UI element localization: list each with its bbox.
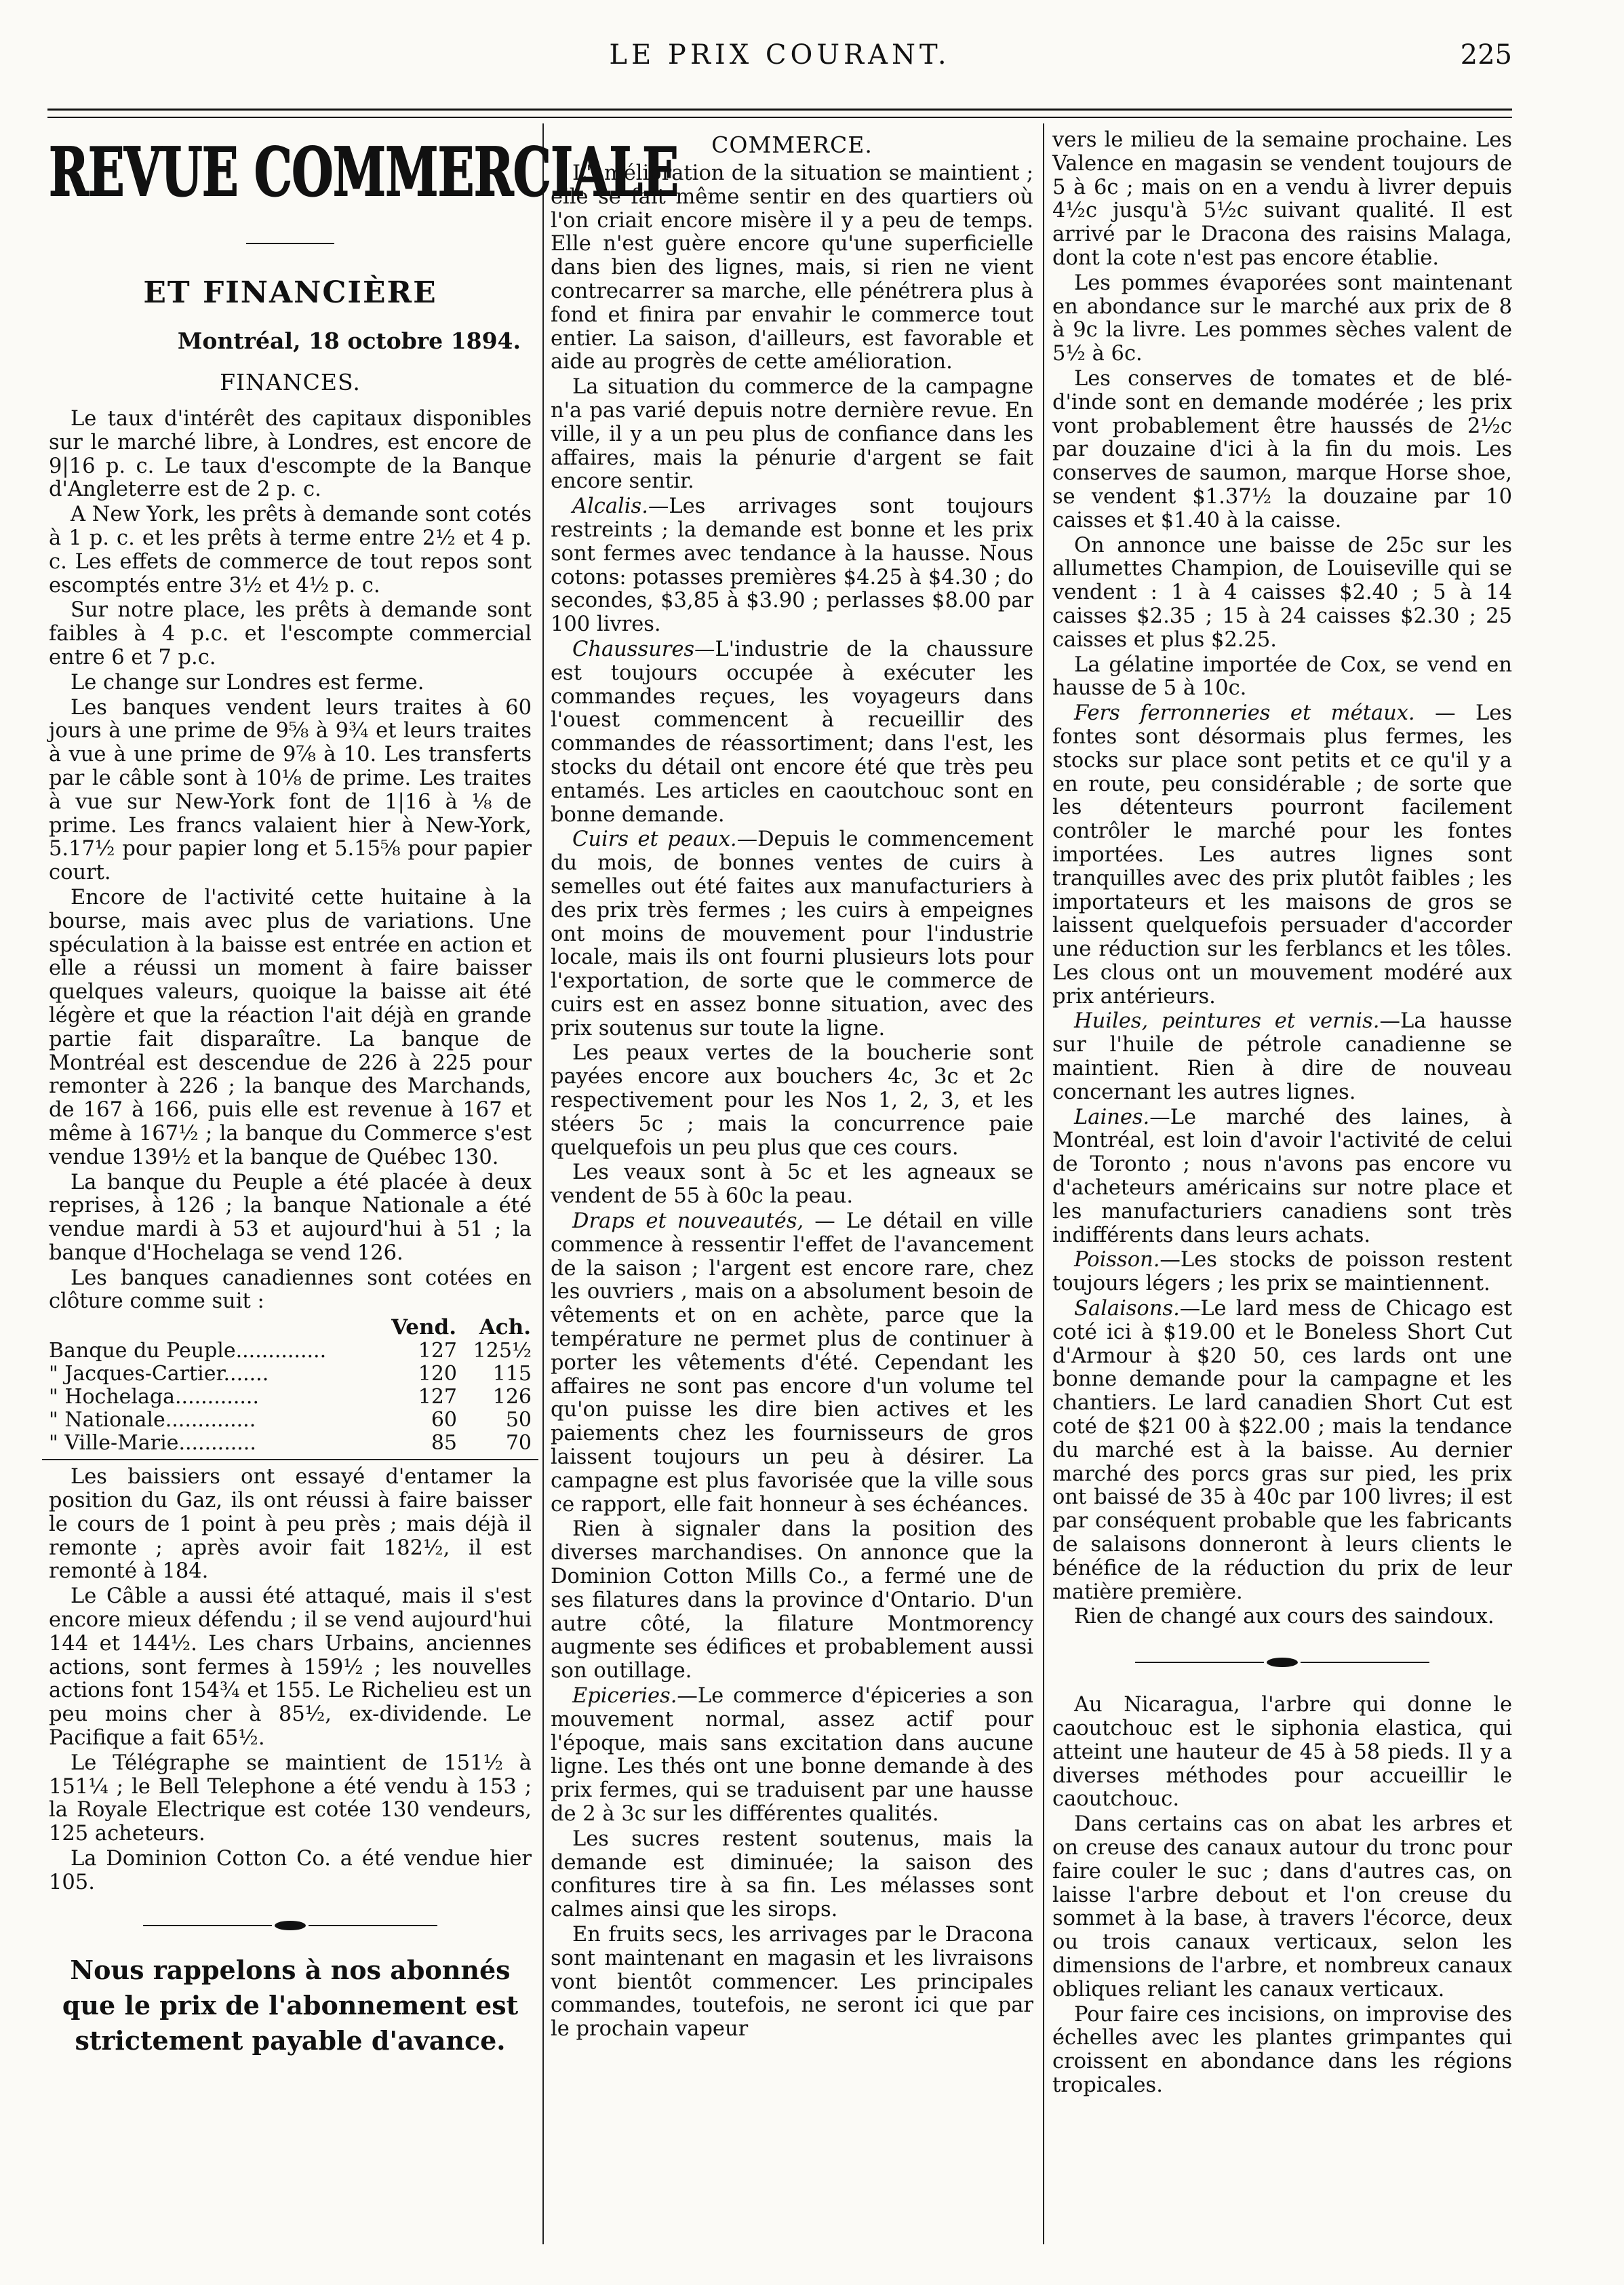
paragraph	[1052, 129, 1512, 271]
paragraph	[551, 1042, 1033, 1160]
paragraph: Sur notre place, les prêts à demande sont faibles à 4 p.c. et l'escompte commercial entre 6 et 7 p.c.	[49, 598, 532, 669]
paragraph: Pour faire ces incisions, on improvise des échelles avec les plantes grimpantes qui croissent en abondance dans les régions tropicales.	[1052, 2002, 1512, 2097]
col-vend-header: Vend.	[391, 1315, 456, 1340]
paragraph-text: —Le commerce d'épiceries a son mouvement normal, assez actif pour l'époque, mais sans excitation dans aucune ligne. Les thés ont une bonne demande à des prix fermes, qui se traduisent par une hausse de 2 à 3c sur les différentes qualités.	[551, 1684, 1033, 1826]
paragraph-text: —Le marché des laines, à Montréal, est loin d'avoir l'activité de celui de Toronto ; nous n'avons pas encore vu d'acheteurs américains sur notre place et les manufacturiers canadiens sont très indifférents dans leurs achats.	[1052, 1105, 1512, 1247]
paragraph: Au Nicaragua, l'arbre qui donne le caoutchouc est le siphonia elastica, qui atteint une hauteur de 45 à 58 pieds. Il y a diverses méthodes pour accueillir le caoutchouc.	[1052, 1693, 1512, 1812]
paragraph	[1052, 1010, 1512, 1104]
paragraph-text: — Le détail en ville commence à ressentir l'effet de l'avancement de la saison ; l'argent est encore rare, chez les ouvriers , mais on a absolument besoin de vêtements et on en achète, parce que la température ne permet plus de continuer à porter les vêtements d'été. Cependant les affaires ne sont pas encore d'un volume tel qu'on puisse les dire bien actives et les paiements chez les fournisseurs de gros laissent toujours un peu à désirer. La campagne est plus favorisée que la ville sous ce rapport, elle fait honneur à ses échéances.	[551, 1209, 1033, 1517]
section-heading-finances: FINANCES.	[220, 369, 361, 395]
section-heading-commerce: COMMERCE.	[711, 132, 873, 158]
paragraph	[551, 1161, 1033, 1209]
paragraph-text: Rien de changé aux cours des saindoux.	[1074, 1605, 1494, 1629]
paragraph-text: —Le lard mess de Chicago est coté ici à $19.00 et le Boneless Short Cut d'Armour à $20 50, ces lards ont une bonne demande pour la campagne et les chantiers. Le lard canadien Short Cut est coté de $21 00 à $22.00 ; mais la tendance du marché est à la baisse. Au dernier marché des porcs gras sur pied, les prix ont baissé de 35 à 40c par 100 livres; il est par conséquent probable que les fabricants de salaisons donneront à leurs clients le bénéfice de la réduction du prix de leur matière première.	[1052, 1297, 1512, 1604]
table-row	[49, 1409, 532, 1432]
paragraph: Encore de l'activité cette huitaine à la bourse, mais avec plus de variations. Une spéculation à la baisse est entrée en action et elle a réussi un moment à faire baisser quelques valeurs, quoique la baisse ait été légère et que la réaction l'ait déjà en grande partie fait disparaître. La banque de Montréal est descendue de 226 à 225 pour remonter à 226 ; la banque des Marchands, de 167 à 166, puis elle est revenue à 167 et même à 167½ ; la banque du Commerce s'est vendue 139½ et la banque de Québec 130.	[49, 885, 532, 1169]
paragraph	[1052, 534, 1512, 652]
header-rule	[47, 109, 1512, 111]
dateline: Montréal, 18 octobre 1894.	[177, 328, 521, 354]
column-divider	[542, 123, 544, 2244]
subscription-notice: Nous rappelons à nos abonnés que le prix de l'abonnement est strictement payable d'avance.	[62, 1954, 519, 2056]
table-header-row	[49, 1315, 532, 1340]
paragraph-text: En fruits secs, les arrivages par le Dracona sont maintenant en magasin et les livraisons vont bientôt commencer. Les principales commandes, toutefois, ne seront ici que par le prochain vapeur	[551, 1922, 1033, 2042]
paragraph	[551, 1518, 1033, 1683]
paragraph-text: On annonce une baisse de 25c sur les allumettes Champion, de Louiseville qui se vendent : 1 à 4 caisses $2.40 ; 5 à 14 caisses $2.35 ; 15 à 24 caisses $2.30 ; 25 caisses et plus $2.25.	[1052, 533, 1512, 652]
paragraph	[1052, 272, 1512, 366]
paragraph: Le change sur Londres est ferme.	[71, 670, 424, 695]
masthead-rule	[246, 243, 334, 244]
ach-value: 126	[492, 1385, 532, 1409]
paragraph: Les banques canadiennes sont cotées en clôture comme suit :	[49, 1266, 532, 1314]
paragraph	[551, 495, 1033, 637]
paragraph-lead: Alcalis.	[572, 494, 648, 519]
bank-name: " Hochelaga.............	[49, 1385, 259, 1409]
paragraph: Le Câble a aussi été attaqué, mais il s'est encore mieux défendu ; il se vend aujourd'hui 144 et 144½. Les chars Urbains, anciennes actions, sont fermes à 159½ ; les nouvelles actions font 154¾ et 155. Le Richelieu est un peu moins cher à 85½, ex-dividende. Le Pacifique a fait 65½.	[49, 1584, 532, 1751]
paragraph-lead: Draps et nouveautés,	[572, 1209, 804, 1234]
paragraph-text: La situation du commerce de la campagne n'a pas varié depuis notre dernière revue. En ville, il y a un peu plus de confiance dans les affaires, mais la pénurie d'argent se fait encore sentir.	[551, 375, 1033, 494]
paragraph-text: —L'industrie de la chaussure est toujours occupée à exécuter les commandes reçues, les voyageurs dans l'ouest commencent à recueillir des commandes de réassortiment; dans l'est, les stocks du détail ont encore été que très peu entamés. Les articles en caoutchouc sont en bonne demande.	[551, 637, 1033, 827]
paragraph-text: Rien à signaler dans la position des diverses marchandises. On annonce que la Dominion Cotton Mills Co., a fermé une de ses filatures dans la province d'Ontario. D'un autre côté, la filature Montmorency augmente ses édifices et probablement aussi son outillage.	[551, 1517, 1033, 1683]
ach-value: 115	[492, 1362, 532, 1386]
masthead-subtitle: ET FINANCIÈRE	[143, 275, 437, 310]
bank-quotes-table	[49, 1315, 532, 1455]
vend-value: 127	[418, 1385, 457, 1409]
page-number: 225	[1460, 39, 1512, 71]
paragraph: Dans certains cas on abat les arbres et on creuse des canaux autour du tronc pour faire couler le suc ; dans d'autres cas, on laisse l'arbre debout et l'on creuse du sommet à la base, à travers l'écorce, deux ou trois canaux verticaux, selon les dimensions de l'arbre, et nombreux canaux obliques reliant les canaux verticaux.	[1052, 1812, 1512, 2001]
paragraph-text: Les pommes évaporées sont maintenant en abondance sur le marché aux prix de 8 à 9c la livre. Les pommes sèches valent de 5½ à 6c.	[1052, 271, 1512, 366]
commerce-body-continued	[1052, 129, 1512, 1629]
commerce-body	[551, 162, 1033, 2042]
paragraph	[551, 638, 1033, 827]
bank-name: " Nationale..............	[49, 1408, 256, 1432]
paragraph-lead: Chaussures	[572, 637, 695, 661]
paragraph-lead: Epiceries.	[572, 1684, 677, 1708]
ornament-divider	[1052, 1649, 1512, 1673]
paragraph-text: La gélatine importée de Cox, se vend en hausse de 5 à 10c.	[1052, 652, 1512, 701]
paragraph	[551, 376, 1033, 494]
paragraph-lead: Laines.	[1074, 1105, 1150, 1129]
paragraph	[551, 828, 1033, 1040]
bank-name: " Jacques-Cartier.......	[49, 1362, 269, 1386]
vend-value: 60	[431, 1408, 457, 1432]
header-rule-thin	[47, 117, 1512, 118]
paragraph: La Dominion Cotton Co. a été vendue hier 105.	[49, 1847, 532, 1894]
paragraph-lead: Huiles, peintures et vernis.	[1074, 1009, 1380, 1034]
paragraph	[1052, 1106, 1512, 1248]
paragraph-lead: Salaisons.	[1074, 1297, 1180, 1321]
paragraph	[1052, 368, 1512, 533]
paragraph: La banque du Peuple a été placée à deux reprises, à 126 ; la banque Nationale a été vendue mardi à 53 et aujourd'hui à 51 ; la banque d'Hochelaga se vend 126.	[49, 1170, 532, 1265]
paragraph-text: Les peaux vertes de la boucherie sont payées encore aux bouchers 4c, 3c et 2c respectivement pour les Nos 1, 2, 3, et les stéers 5c ; mais la concurrence paie quelquefois un peu plus que ces cours.	[551, 1041, 1033, 1160]
table-row	[49, 1363, 532, 1386]
column-divider	[1043, 123, 1044, 2244]
section-rule	[42, 1459, 538, 1460]
vend-value: 85	[431, 1431, 457, 1456]
paragraph	[1052, 654, 1512, 701]
paragraph	[1052, 702, 1512, 1009]
vend-value: 127	[418, 1339, 457, 1363]
column-2	[551, 129, 1033, 2258]
paragraph: Les banques vendent leurs traites à 60 jours à une prime de 9⅝ à 9¾ et leurs traites à vue à une prime de 9⅞ à 10. Les transferts par le câble sont à 10⅛ de prime. Les traites à vue sur New-York font de 1|16 à ⅛ de prime. Les francs valaient hier à New-York, 5.17½ pour papier long et 5.15⅝ pour papier court.	[49, 695, 532, 885]
paragraph	[551, 1828, 1033, 1922]
paragraph	[551, 1923, 1033, 2042]
paragraph	[551, 1685, 1033, 1827]
bank-name: " Ville-Marie............	[49, 1431, 256, 1456]
paragraph-lead: Fers ferronneries et métaux.	[1074, 701, 1415, 726]
masthead-title: REVUE COMMERCIALE	[49, 134, 679, 212]
column-3	[1052, 129, 1512, 2258]
paragraph-text: —Depuis le commencement du mois, de bonnes ventes de cuirs à semelles out été faites aux manufacturiers à des prix très fermes ; les cuirs à empeignes ont moins de mouvement pour l'industrie locale, mais ils ont fourni plusieurs lots pour l'exportation, de sorte que le commerce de cuirs est en assez bonne situation, avec des prix soutenus sur toute la ligne.	[551, 827, 1033, 1040]
table-row	[49, 1432, 532, 1455]
paragraph-text: Les sucres restent soutenus, mais la demande est diminuée; la saison des confitures tire à sa fin. Les mélasses sont calmes ainsi que les sirops.	[551, 1827, 1033, 1922]
ornament-divider	[49, 1913, 532, 1936]
paragraph-text: L'amélioration de la situation se maintient ; elle se fait même sentir en des quartiers où l'on criait encore misère il y a peu de temps. Elle n'est guère encore qu'une superficielle dans bien des lignes, mais, si rien ne vient contrecarrer sa marche, elle pénétrera plus à fond et finira par envahir le commerce tout entier. La saison, d'ailleurs, est favorable et aide au progrès de cette amélioration.	[551, 161, 1033, 374]
running-title: LE PRIX COURANT.	[609, 39, 951, 71]
paragraph	[1052, 1249, 1512, 1296]
paragraph	[1052, 1297, 1512, 1604]
paragraph-text: — Les fontes sont désormais plus fermes, les stocks sur place sont petits et ce qu'il y a en route, peu considérable ; de sorte que les détenteurs pourront facilement contrôler le marché pour les fontes importées. Les autres lignes sont tranquilles avec des prix plutôt faibles ; les importateurs et les maisons de gros se laissent quelquefois persuader d'accorder une réduction sur les ferblancs et les tôles. Les clous ont un mouvement modéré aux prix antérieurs.	[1052, 701, 1512, 1009]
paragraph-text: vers le milieu de la semaine prochaine. Les Valence en magasin se vendent toujours de 5 à 6c ; mais on en a vendu à livrer depuis 4½c jusqu'à 5½c suivant qualité. Il est arrivé par le Dracona des raisins Malaga, dont la cote n'est pas encore établie.	[1052, 128, 1512, 270]
table-row	[49, 1340, 532, 1363]
paragraph: Le taux d'intérêt des capitaux disponibles sur le marché libre, à Londres, est encore de 9|16 p. c. Le taux d'escompte de la Banque d'Angleterre est de 2 p. c.	[49, 407, 532, 502]
table-row	[49, 1386, 532, 1409]
paragraph	[551, 1210, 1033, 1517]
bank-name: Banque du Peuple..............	[49, 1339, 327, 1363]
col-ach-header: Ach.	[479, 1315, 531, 1340]
paragraph-text: —La hausse sur l'huile de pétrole canadienne se maintient. Rien à dire de nouveau concernant les autres lignes.	[1052, 1009, 1512, 1104]
paragraph	[551, 162, 1033, 374]
paragraph-text: —Les arrivages sont toujours restreints ; la demande est bonne et les prix sont fermes avec tendance à la hausse. Nous cotons: potasses premières $4.25 à $4.30 ; do secondes, $3,85 à $3.90 ; perlasses $8.00 par 100 livres.	[551, 494, 1033, 637]
vend-value: 120	[418, 1362, 457, 1386]
paragraph	[1052, 1605, 1512, 1629]
paragraph-lead: Cuirs et peaux.	[572, 827, 737, 852]
paragraph-text: Les veaux sont à 5c et les agneaux se vendent de 55 à 60c la peau.	[551, 1160, 1033, 1209]
paragraph: Le Télégraphe se maintient de 151½ à 151¼ ; le Bell Telephone a été vendu à 153 ; la Royale Electrique est cotée 130 vendeurs, 125 acheteurs.	[49, 1751, 532, 1846]
page-header	[47, 27, 1512, 81]
paragraph-text: Les conserves de tomates et de blé-d'inde sont en demande modérée ; les prix vont probablement être haussés de 2½c par douzaine d'ici à la fin du mois. Les conserves de saumon, marque Horse shoe, se vendent $1.37½ la douzaine par 10 caisses et $1.40 à la caisse.	[1052, 366, 1512, 532]
ach-value: 125½	[473, 1339, 532, 1363]
paragraph: A New York, les prêts à demande sont cotés à 1 p. c. et les prêts à terme entre 2½ et 4 p. c. Les effets de commerce de tout repos sont escomptés entre 3½ et 4½ p. c.	[49, 503, 532, 598]
ach-value: 50	[505, 1408, 532, 1432]
paragraph-text: —Les stocks de poisson restent toujours légers ; les prix se maintiennent.	[1052, 1248, 1512, 1296]
paragraph: Les baissiers ont essayé d'entamer la position du Gaz, ils ont réussi à faire baisser le cours de 1 point à peu près ; mais déjà il remonte ; après avoir fait 182½, il est remonté à 184.	[49, 1465, 532, 1584]
ach-value: 70	[505, 1431, 532, 1456]
paragraph-lead: Poisson.	[1074, 1248, 1160, 1272]
